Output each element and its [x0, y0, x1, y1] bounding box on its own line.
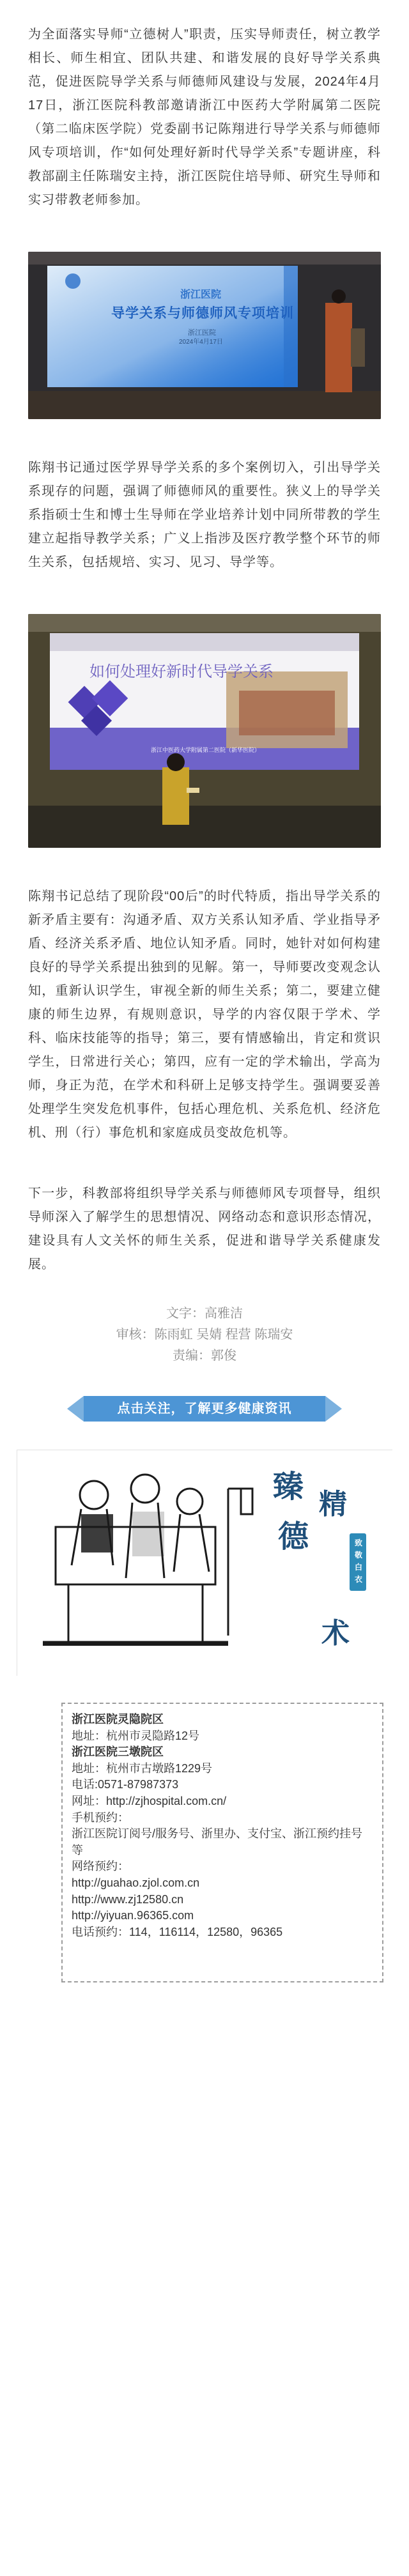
credit-writer: 文字：高雅洁 — [166, 1307, 243, 1321]
slide-caption: 浙江中医药大学附属第二医院（新华医院） — [151, 747, 261, 753]
calligraphy-char-4: 术 — [321, 1617, 350, 1650]
seal-stamp: 致敬白衣 — [355, 1538, 363, 1584]
booking-link-zjol[interactable]: http://guahao.zjol.com.cn — [72, 1876, 200, 1889]
address-lingyin: 地址：杭州市灵隐路12号 — [72, 1729, 200, 1742]
arrow-left-icon — [67, 1396, 84, 1422]
calligraphy-char-3: 精 — [319, 1488, 347, 1521]
mobile-booking-channels: 浙江医院订阅号/服务号、浙里办、支付宝、浙江预约挂号等 — [72, 1827, 362, 1857]
contact-info-box — [61, 1703, 383, 1982]
campus-sandun: 浙江医院三墩院区 — [72, 1745, 164, 1759]
doctor-illustration — [17, 1450, 392, 1676]
phone-booking: 电话预约：114，116114，12580，96365 — [72, 1925, 283, 1938]
paragraph-next-steps: 下一步，科教部将组织导学关系与师德师风专项督导，组织导师深入了解学生的思想情况、网络动态和意识形态情况，建设具有人文关怀的师生关系，促进和谐导学关系健康发展。 — [28, 1186, 381, 1271]
credit-reviewer: 审核：陈雨虹 吴婧 程营 陈瑞安 — [116, 1328, 293, 1342]
campus-lingyin: 浙江医院灵隐院区 — [72, 1713, 164, 1726]
booking-link-96365[interactable]: http://yiyuan.96365.com — [72, 1909, 194, 1922]
banner-date: 2024年4月17日 — [179, 339, 223, 346]
arrow-right-icon — [325, 1396, 342, 1422]
credit-editor: 责编：郭俊 — [173, 1349, 236, 1363]
follow-banner[interactable] — [67, 1390, 342, 1428]
calligraphy-char-1: 臻 — [273, 1469, 304, 1505]
training-photo — [28, 252, 381, 419]
online-booking-title: 网络预约： — [72, 1860, 129, 1873]
calligraphy-char-2: 德 — [278, 1519, 309, 1554]
paragraph-intro: 为全面落实导师“立德树人”职责，压实导师责任，树立教学相长、师生相宜、团队共建、和谐发展的良好导学关系典范，促进医院导学关系与师德师风建设与发展，2024年4月17日，浙江医院科教部邀请浙江中医药大学附属第二医院（第二临床医学院）党委副书记陈翔进行导学关系与师德师风专项培训，作“如何处理好新时代导学关系”专题讲座，科教部副主任陈瑞安主持，浙江医院住培导师、研究生导师和实习带教老师参加。 — [28, 27, 381, 207]
address-sandun: 地址：杭州市古墩路1229号 — [72, 1761, 213, 1775]
banner-logo-text: 浙江医院 — [180, 289, 222, 300]
slide-title: 如何处理好新时代导学关系 — [89, 663, 274, 680]
banner-title: 导学关系与师德师风专项培训 — [111, 306, 294, 321]
website-link[interactable]: 网址：http://zjhospital.com.cn/ — [72, 1794, 227, 1807]
banner-subtitle: 浙江医院 — [188, 329, 216, 337]
booking-link-zj12580[interactable]: http://www.zj12580.cn — [72, 1892, 184, 1906]
paragraph-cases: 陈翔书记通过医学界导学关系的多个案例切入，引出导学关系现存的问题，强调了师德师风的重要性。狭义上的导学关系指硕士生和博士生导师在学业培养计划中同所带教的学生建立起指导教学关系；广义上指涉及医疗教学整个环节的师生关系，包括规培、实习、见习、导学等。 — [28, 461, 381, 569]
mobile-booking-title: 手机预约： — [72, 1811, 129, 1824]
credits — [0, 1303, 409, 1367]
lecture-photo — [28, 614, 381, 848]
phone-number: 电话:0571-87987373 — [72, 1778, 179, 1791]
follow-label[interactable]: 点击关注，了解更多健康资讯 — [84, 1396, 325, 1422]
paragraph-traits: 陈翔书记总结了现阶段“00后”的时代特质，指出导学关系的新矛盾主要有：沟通矛盾、双方关系认知矛盾、学业指导矛盾、经济关系矛盾、地位认知矛盾。同时，她针对如何构建良好的导学关系提出独到的见解。第一，导师要改变观念认知，重新认识学生，审视全新的师生关系；第二，要建立健康的师生边界，有规则意识，导学的内容仅限于学术、学科、临床技能等的指导；第三，要有情感输出，肯定和赏识学生，日常进行关心；第四，应有一定的学术输出，学高为师，身正为范，在学术和科研上足够支持学生。强调要妥善处理学生突发危机事件，包括心理危机、关系危机、经济危机、刑（行）事危机和家庭成员变故危机等。 — [28, 889, 381, 1140]
lecture-photo-drawing — [28, 614, 381, 848]
